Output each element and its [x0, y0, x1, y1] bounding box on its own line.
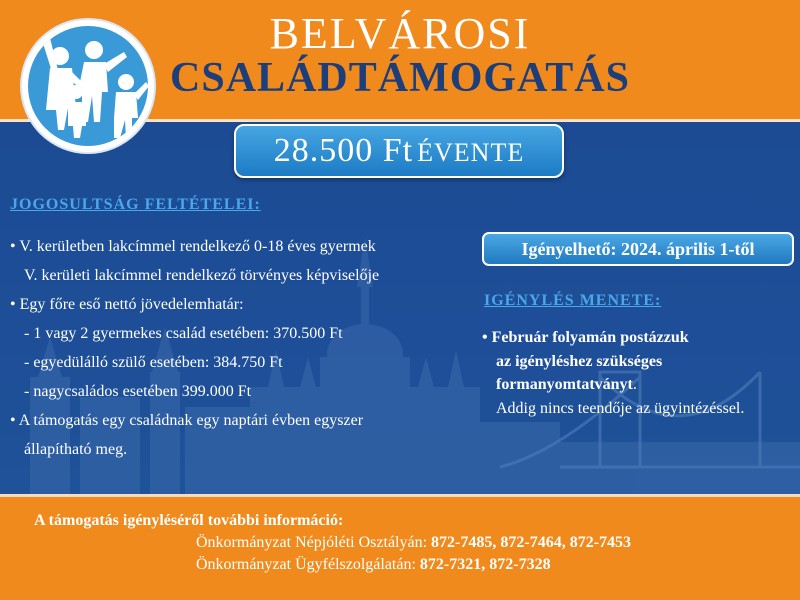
application-line-wrap	[482, 373, 798, 397]
application-date: Igényelhető: 2024. április 1-től	[521, 239, 755, 259]
eligibility-line: V. kerületi lakcímmel rendelkező törvényes képviselője	[24, 267, 380, 284]
application-line: Addig nincs teendője az ügyintézéssel.	[496, 399, 745, 417]
eligibility-line: - 1 vagy 2 gyermekes család esetében: 370.500 Ft	[24, 325, 343, 342]
application-line: formanyomtatványt	[496, 376, 633, 393]
eligibility-line: • V. kerületben lakcímmel rendelkező 0-18 éves gyermek	[10, 238, 376, 255]
application-date-badge	[482, 232, 794, 266]
footer-contact-line	[196, 556, 551, 574]
footer-contact-label: Önkormányzat Népjóléti Osztályán:	[196, 534, 432, 551]
eligibility-line: • A támogatás egy családnak egy naptári évben egyszer	[10, 412, 364, 429]
application-line-period: .	[632, 376, 637, 393]
footer-contact-line	[196, 534, 631, 552]
eligibility-line: állapítható meg.	[24, 441, 128, 458]
eligibility-line: - nagycsaládos esetében 399.000 Ft	[24, 383, 252, 400]
application-list	[482, 326, 798, 420]
footer-contact-label: Önkormányzat Ügyfélszolgálatán:	[196, 556, 420, 573]
application-heading: IGÉNYLÉS MENETE:	[484, 292, 662, 309]
footer-phone-numbers: 872-7321, 872-7328	[419, 556, 551, 573]
page-title-line1: BELVÁROSI	[269, 9, 531, 58]
amount-value: 28.500 Ft	[273, 132, 414, 169]
logo	[22, 20, 154, 152]
eligibility-heading: JOGOSULTSÁG FELTÉTELEI:	[10, 196, 261, 213]
family-icon	[28, 26, 148, 146]
eligibility-line: - egyedülálló szülő esetében: 384.750 Ft	[24, 354, 283, 371]
amount-suffix: ÉVENTE	[417, 138, 525, 167]
eligibility-line: • Egy főre eső nettó jövedelemhatár:	[10, 296, 244, 313]
amount-badge	[234, 124, 564, 178]
footer-title: A támogatás igényléséről további információ:	[34, 512, 344, 529]
application-line: az igényléshez szükséges	[496, 352, 663, 370]
eligibility-list	[10, 232, 480, 464]
page-title-line2: CSALÁDTÁMOGATÁS	[170, 55, 630, 101]
footer-phone-numbers: 872-7485, 872-7464, 872-7453	[431, 534, 632, 551]
application-line: • Február folyamán postázzuk	[482, 329, 689, 346]
